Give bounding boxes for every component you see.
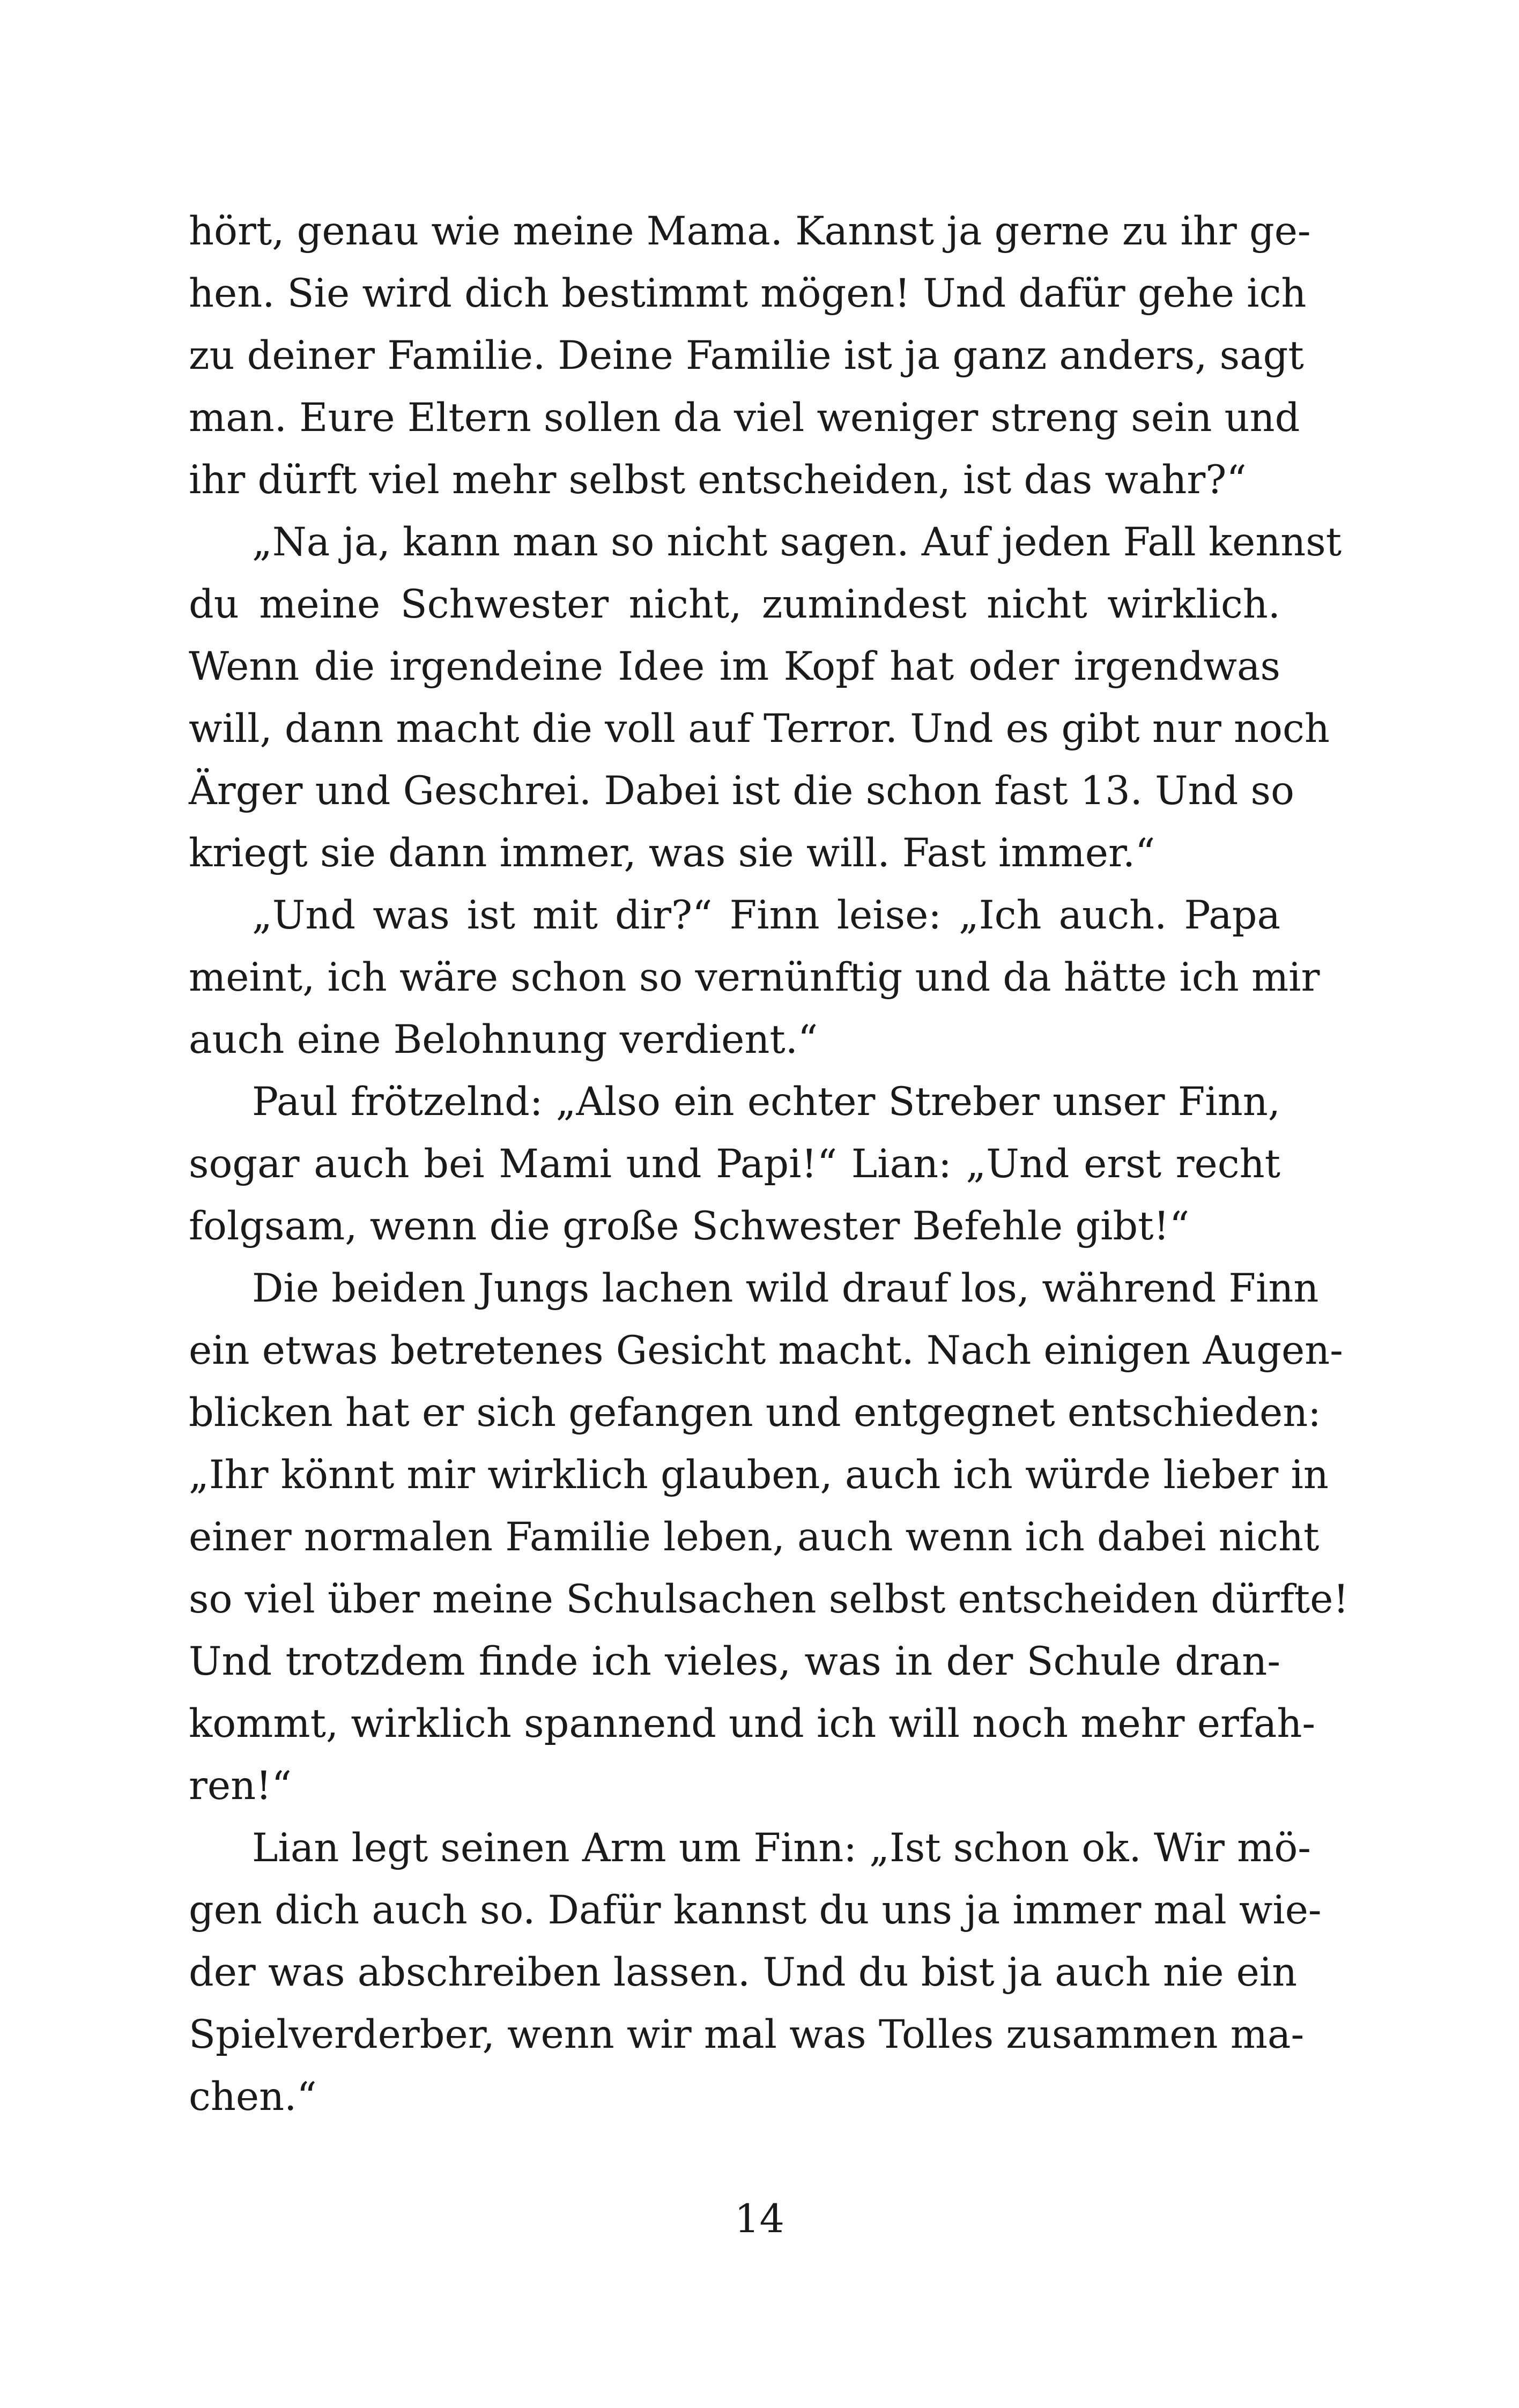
paragraph	[189, 200, 1311, 511]
text-line: Spielverderber, wenn wir mal was Tolles zusammen ma-	[189, 2012, 1305, 2057]
text-line: einer normalen Familie leben, auch wenn ich dabei nicht	[189, 1514, 1320, 1560]
text-line: der was abschreiben lassen. Und du bist ja auch nie ein	[189, 1950, 1298, 1995]
text-line: hen. Sie wird dich bestimmt mögen! Und dafür gehe ich	[189, 271, 1307, 316]
text-line: Und trotzdem finde ich vieles, was in der Schule dran-	[189, 1639, 1280, 1684]
text-line: folgsam, wenn die große Schwester Befehle gibt!“	[189, 1203, 1190, 1249]
text-line: man. Eure Eltern sollen da viel weniger streng sein und	[189, 395, 1300, 441]
text-line: Wenn die irgendeine Idee im Kopf hat oder irgendwas	[189, 644, 1280, 689]
text-line: so viel über meine Schulsachen selbst entscheiden dürfte!	[189, 1577, 1349, 1622]
body-text	[189, 200, 1349, 2128]
text-line: kriegt sie dann immer, was sie will. Fast immer.“	[189, 830, 1155, 876]
text-line: Paul frötzelnd: „Also ein echter Streber unser Finn,	[252, 1079, 1280, 1125]
text-line: Ärger und Geschrei. Dabei ist die schon fast 13. Und so	[189, 768, 1294, 814]
text-line: „Und was ist mit dir?“ Finn leise: „Ich auch. Papa	[252, 893, 1280, 938]
text-line: du meine Schwester nicht, zumindest nicht wirklich.	[189, 582, 1280, 627]
text-line: ihr dürft viel mehr selbst entscheiden, ist das wahr?“	[189, 457, 1247, 503]
text-line: zu deiner Familie. Deine Familie ist ja ganz anders, sagt	[189, 333, 1304, 378]
text-line: gen dich auch so. Dafür kannst du uns ja immer mal wie-	[189, 1887, 1322, 1933]
page-number: 14	[735, 2196, 784, 2242]
text-line: meint, ich wäre schon so vernünftig und da hätte ich mir	[189, 955, 1320, 1000]
text-line: blicken hat er sich gefangen und entgegnet entschieden:	[189, 1390, 1321, 1436]
text-line: ein etwas betretenes Gesicht macht. Nach einigen Augen-	[189, 1328, 1343, 1373]
text-line: kommt, wirklich spannend und ich will noch mehr erfah-	[189, 1701, 1316, 1746]
text-line: ren!“	[189, 1763, 292, 1809]
paragraph	[189, 511, 1342, 885]
text-line: hört, genau wie meine Mama. Kannst ja gerne zu ihr ge-	[189, 209, 1311, 254]
paragraph	[189, 1258, 1349, 1817]
text-line: will, dann macht die voll auf Terror. Und es gibt nur noch	[189, 706, 1330, 752]
paragraph	[189, 1071, 1280, 1258]
text-line: „Ihr könnt mir wirklich glauben, auch ich würde lieber in	[189, 1452, 1329, 1498]
text-line: „Na ja, kann man so nicht sagen. Auf jeden Fall kennst	[252, 519, 1342, 565]
paragraph	[189, 885, 1320, 1071]
text-line: auch eine Belohnung verdient.“	[189, 1017, 818, 1062]
text-line: chen.“	[189, 2074, 317, 2120]
text-line: Lian legt seinen Arm um Finn: „Ist schon ok. Wir mö-	[252, 1825, 1311, 1871]
text-line: Die beiden Jungs lachen wild drauf los, während Finn	[252, 1266, 1319, 1311]
text-line: sogar auch bei Mami und Papi!“ Lian: „Und erst recht	[189, 1141, 1280, 1187]
paragraph	[189, 1817, 1322, 2128]
